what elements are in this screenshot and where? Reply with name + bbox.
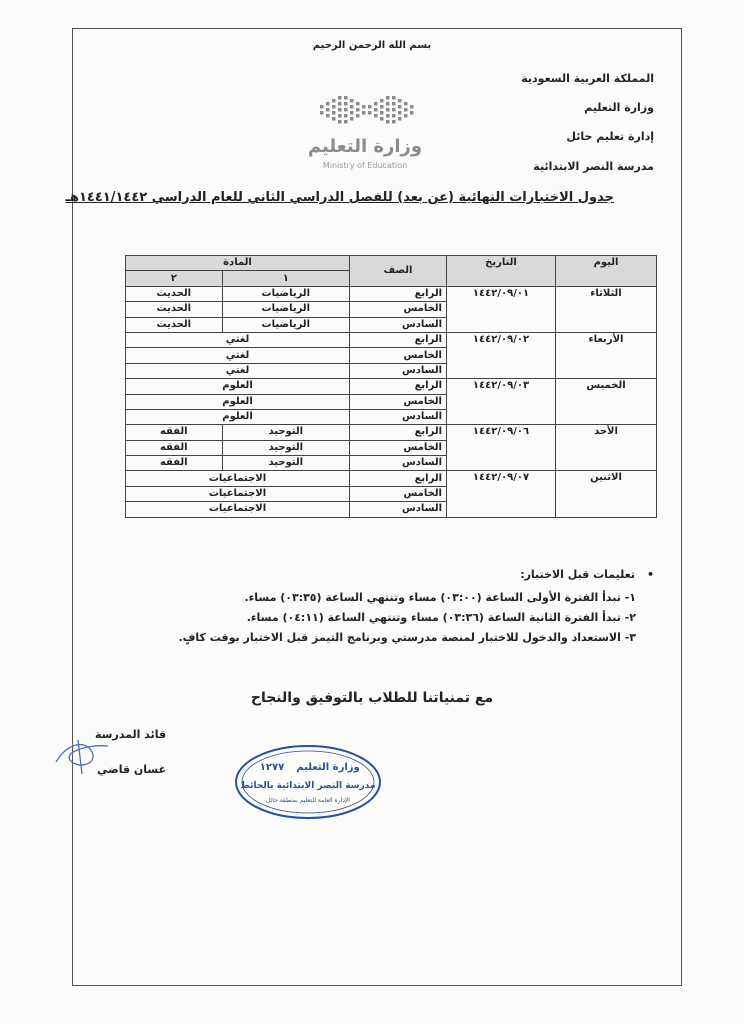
cell-subject-1: التوحيد [222, 425, 349, 440]
ministry-logo [290, 90, 440, 180]
cell-date: ١٤٤٢/٠٩/٠٣ [447, 379, 556, 425]
cell-day: الاثنين [556, 471, 657, 517]
principal-name: غسان قاضي [96, 763, 167, 776]
logo-dot [344, 108, 348, 112]
cell-grade: السادس [350, 409, 447, 424]
cell-subject-2: الفقه [126, 425, 223, 440]
cell-subject-2: الحديث [126, 317, 223, 332]
logo-dot [320, 105, 324, 109]
instruction-item: ٣- الاستعداد والدخول للاختبار لمنصة مدرستي وبرنامج التيمز قبل الاختبار بوقت كافٍ. [178, 631, 636, 644]
cell-grade: السادس [350, 317, 447, 332]
logo-dot [374, 102, 378, 106]
basmala: بسم الله الرحمن الرحيم [312, 40, 432, 51]
cell-date: ١٤٤٢/٠٩/٠٦ [447, 425, 556, 471]
cell-grade: الخامس [350, 348, 447, 363]
logo-dot [350, 111, 354, 115]
header-ministry: وزارة التعليم [584, 101, 654, 114]
closing-wish: مع تمنياتنا للطلاب بالتوفيق والنجاح [250, 690, 494, 706]
table-row [126, 286, 657, 301]
logo-dot [386, 108, 390, 112]
logo-dot [404, 108, 408, 112]
logo-dot [362, 111, 366, 115]
instructions-heading: • تعليمات قبل الاختبار: [94, 568, 654, 581]
cell-grade: الرابع [350, 379, 447, 394]
cell-grade: الرابع [350, 286, 447, 301]
logo-dot [320, 111, 324, 115]
logo-english-text: Ministry of Education [322, 161, 408, 170]
logo-dot [356, 102, 360, 106]
cell-subject-1: التوحيد [222, 440, 349, 455]
logo-dot [368, 105, 372, 109]
logo-dot [380, 105, 384, 109]
logo-dot [344, 102, 348, 106]
logo-dot [386, 96, 390, 100]
logo-dot [386, 114, 390, 118]
logo-dot [404, 114, 408, 118]
logo-dot [380, 117, 384, 121]
cell-subject-2: الفقه [126, 456, 223, 471]
school-stamp [232, 742, 384, 822]
logo-dot [338, 102, 342, 106]
stamp-directorate-text: الإدارة العامة للتعليم بمنطقة حائل [266, 797, 350, 804]
logo-dot [344, 120, 348, 124]
logo-dot [398, 111, 402, 115]
logo-dot [356, 108, 360, 112]
logo-dot [338, 96, 342, 100]
cell-subject-1: الرياضيات [222, 286, 349, 301]
cell-day: الأحد [556, 425, 657, 471]
header-kingdom: المملكة العربية السعودية [521, 72, 654, 85]
logo-dot [362, 105, 366, 109]
logo-dot [332, 105, 336, 109]
logo-dot [398, 117, 402, 121]
header-subject: المادة [126, 256, 350, 271]
table-row [126, 332, 657, 347]
logo-dot [410, 105, 414, 109]
logo-dot [392, 108, 396, 112]
cell-subject: لغتي [126, 348, 350, 363]
cell-subject-1: الرياضيات [222, 317, 349, 332]
cell-date: ١٤٤٢/٠٩/٠٢ [447, 332, 556, 378]
page-title: جدول الاختبارات النهائية (عن بعد) للفصل الدراسي الثاني للعام الدراسي ١٤٤١/١٤٤٢هـ [65, 190, 614, 205]
cell-subject: العلوم [126, 394, 350, 409]
header-date: التاريخ [447, 256, 556, 287]
cell-subject-2: الفقه [126, 440, 223, 455]
cell-grade: السادس [350, 456, 447, 471]
logo-dot [392, 114, 396, 118]
header-grade: الصف [350, 256, 447, 287]
table-row [126, 379, 657, 394]
logo-dot [374, 108, 378, 112]
cell-subject-1: التوحيد [222, 456, 349, 471]
logo-dot [350, 105, 354, 109]
cell-date: ١٤٤٢/٠٩/٠٧ [447, 471, 556, 517]
logo-dot [338, 114, 342, 118]
logo-dot [338, 108, 342, 112]
logo-dot [380, 111, 384, 115]
cell-subject: لغتي [126, 363, 350, 378]
logo-dot [338, 120, 342, 124]
logo-dot [368, 111, 372, 115]
logo-dot [344, 96, 348, 100]
cell-date: ١٤٤٢/٠٩/٠١ [447, 286, 556, 332]
cell-subject: العلوم [126, 379, 350, 394]
header-directorate: إدارة تعليم حائل [566, 130, 654, 143]
logo-dot [386, 102, 390, 106]
cell-grade: الرابع [350, 332, 447, 347]
cell-day: الخميس [556, 379, 657, 425]
logo-dot [332, 99, 336, 103]
cell-subject: الاجتماعيات [126, 471, 350, 486]
cell-grade: الخامس [350, 302, 447, 317]
logo-dot [332, 117, 336, 121]
logo-dot [380, 99, 384, 103]
logo-dot [356, 114, 360, 118]
cell-grade: الرابع [350, 471, 447, 486]
logo-dot [374, 114, 378, 118]
table-row [126, 471, 657, 486]
header-school: مدرسة النصر الابتدائية [533, 160, 654, 173]
logo-dot [410, 111, 414, 115]
logo-dot [392, 102, 396, 106]
cell-grade: السادس [350, 363, 447, 378]
cell-subject: العلوم [126, 409, 350, 424]
logo-dot [386, 120, 390, 124]
cell-subject: لغتي [126, 332, 350, 347]
cell-grade: الخامس [350, 394, 447, 409]
cell-subject-1: الرياضيات [222, 302, 349, 317]
instructions [94, 568, 654, 651]
exam-schedule-table [125, 255, 657, 518]
logo-dot [350, 99, 354, 103]
logo-arabic-text: وزارة التعليم [307, 136, 423, 157]
logo-dot [398, 99, 402, 103]
logo-dot [326, 114, 330, 118]
logo-dot [332, 111, 336, 115]
signature [48, 722, 118, 782]
cell-grade: الرابع [350, 425, 447, 440]
table-row [126, 425, 657, 440]
logo-dot [404, 102, 408, 106]
cell-subject: الاجتماعيات [126, 502, 350, 517]
stamp-school-text: مدرسة النصر الابتدائية بالحائط [240, 781, 376, 791]
cell-grade: الخامس [350, 486, 447, 501]
logo-dot [344, 114, 348, 118]
header-subject-2: ٢ [126, 271, 223, 286]
header-subject-1: ١ [222, 271, 349, 286]
cell-day: الأربعاء [556, 332, 657, 378]
principal-title: قائد المدرسة [95, 728, 167, 741]
cell-subject-2: الحديث [126, 302, 223, 317]
logo-dot [392, 120, 396, 124]
logo-dot [398, 105, 402, 109]
stamp-ministry-text: وزارة التعليم [296, 762, 360, 773]
cell-grade: السادس [350, 502, 447, 517]
logo-dot [326, 102, 330, 106]
stamp-number: ١٢٧٧ [259, 762, 285, 773]
logo-dot [350, 117, 354, 121]
logo-dot [326, 108, 330, 112]
cell-grade: الخامس [350, 440, 447, 455]
cell-day: الثلاثاء [556, 286, 657, 332]
logo-dot [392, 96, 396, 100]
cell-subject-2: الحديث [126, 286, 223, 301]
cell-subject: الاجتماعيات [126, 486, 350, 501]
instruction-item: ٢- تبدأ الفترة الثانية الساعة (٠٣:٣٦) مساء وتنتهي الساعة (٠٤:١١) مساء. [246, 611, 636, 624]
instruction-item: ١- تبدأ الفترة الأولى الساعة (٠٣:٠٠) مساء وتنتهي الساعة (٠٣:٣٥) مساء. [244, 591, 636, 604]
header-day: اليوم [556, 256, 657, 287]
